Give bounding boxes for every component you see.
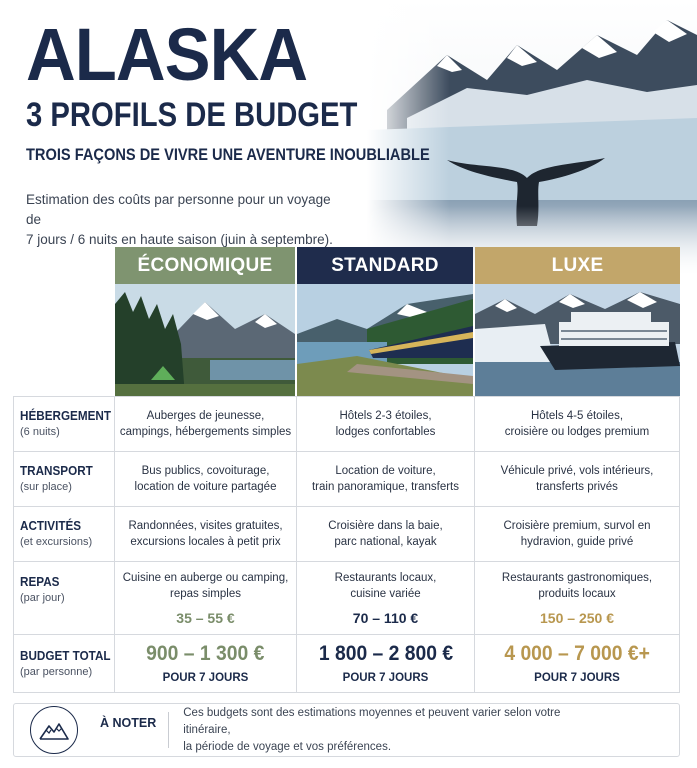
cell-standard — [297, 635, 475, 692]
row-label-sub: (6 nuits) — [20, 426, 60, 438]
meal-price-luxe: 150 – 250 € — [540, 610, 614, 626]
forest-lake-tent-image — [115, 284, 295, 396]
cell-line-2: parc national, kayak — [334, 536, 437, 548]
row-label-main: ACTIVITÉS — [20, 518, 82, 533]
row-label-main: REPAS — [20, 574, 60, 589]
cell-luxe — [475, 635, 680, 692]
table-row-hebergement — [13, 397, 680, 452]
budget-table — [13, 396, 680, 693]
cell-standard — [297, 397, 475, 451]
budget-duration: POUR 7 JOURS — [342, 671, 429, 684]
cell-line-1: Croisière premium, survol en — [503, 520, 651, 532]
cell-line-1: Restaurants gastronomiques, — [501, 572, 653, 584]
cell-line-1: Croisière dans la baie, — [328, 520, 443, 532]
cell-line-2: produits locaux — [538, 588, 616, 600]
cell-economique — [115, 562, 297, 634]
cell-luxe — [475, 507, 680, 561]
cell-line-1: Bus publics, covoiturage, — [141, 465, 270, 477]
cell-line-2: hydravion, guide privé — [520, 536, 634, 548]
intro-text — [26, 190, 346, 250]
row-label-sub: (par personne) — [20, 665, 93, 678]
page-tagline: TROIS FAÇONS DE VIVRE UNE AVENTURE INOUBLIABLE — [26, 145, 430, 164]
cruise-ship-glacier-image — [475, 284, 680, 396]
note-line-2: la période de voyage et vos préférences. — [183, 740, 392, 753]
mountains-icon — [30, 706, 78, 754]
table-row-repas — [13, 562, 680, 635]
panoramic-train-image — [297, 284, 473, 396]
cell-line-2: transferts privés — [536, 481, 618, 493]
cell-line-2: location de voiture partagée — [134, 481, 277, 493]
cell-line-1: Hôtels 4-5 étoiles, — [530, 410, 624, 422]
cell-line-1: Cuisine en auberge ou camping, — [122, 572, 289, 584]
tier-header-standard: STANDARD — [297, 247, 473, 284]
total-budget-luxe: 4 000 – 7 000 €+ — [504, 641, 650, 665]
cell-economique — [115, 507, 297, 561]
row-label-main: HÉBERGEMENT — [20, 408, 112, 423]
table-row-transport — [13, 452, 680, 507]
cell-luxe — [475, 452, 680, 506]
tier-header-economique: ÉCONOMIQUE — [115, 247, 295, 284]
row-label — [13, 562, 115, 634]
cell-luxe — [475, 562, 680, 634]
intro-line-1: Estimation des coûts par personne pour un voyage de — [26, 192, 331, 227]
cell-economique — [115, 452, 297, 506]
cell-line-1: Auberges de jeunesse, — [146, 410, 265, 422]
tier-header-luxe: LUXE — [475, 247, 680, 284]
row-label — [13, 452, 115, 506]
budget-duration: POUR 7 JOURS — [162, 671, 249, 684]
header — [26, 13, 446, 166]
cell-line-2: croisière ou lodges premium — [504, 426, 650, 438]
meal-price-standard: 70 – 110 € — [352, 610, 419, 626]
intro-line-2: 7 jours / 6 nuits en haute saison (juin à septembre). — [26, 232, 333, 247]
cell-standard — [297, 562, 475, 634]
row-label-main: TRANSPORT — [20, 463, 93, 478]
cell-line-2: campings, hébergements simples — [119, 426, 292, 438]
cell-line-2: lodges confortables — [335, 426, 436, 438]
cell-line-2: cuisine variée — [350, 588, 421, 600]
cell-line-1: Hôtels 2-3 étoiles, — [339, 410, 432, 422]
cell-line-2: excursions locales à petit prix — [130, 536, 281, 548]
cell-line-1: Location de voiture, — [335, 465, 436, 477]
row-label-sub: (sur place) — [20, 481, 72, 493]
cell-line-2: train panoramique, transferts — [311, 481, 460, 493]
row-label-sub: (et excursions) — [20, 536, 93, 548]
table-row-activites — [13, 507, 680, 562]
note-box — [13, 703, 680, 757]
cell-standard — [297, 507, 475, 561]
note-title: À NOTER — [100, 712, 169, 748]
row-label — [13, 507, 115, 561]
total-budget-standard: 1 800 – 2 800 € — [318, 641, 453, 665]
meal-price-economique: 35 – 55 € — [176, 610, 235, 626]
cell-line-1: Restaurants locaux, — [334, 572, 437, 584]
row-label — [13, 635, 115, 692]
cell-line-1: Randonnées, visites gratuites, — [128, 520, 283, 532]
page-subtitle: 3 PROFILS DE BUDGET — [26, 96, 358, 134]
row-label — [13, 397, 115, 451]
cell-standard — [297, 452, 475, 506]
note-text — [183, 705, 603, 756]
budget-duration: POUR 7 JOURS — [534, 671, 620, 684]
cell-luxe — [475, 397, 680, 451]
row-label-main: BUDGET TOTAL — [20, 647, 111, 663]
cell-line-2: repas simples — [170, 588, 241, 600]
cell-economique — [115, 397, 297, 451]
row-label-sub: (par jour) — [20, 592, 65, 604]
table-row-budget-total — [13, 635, 680, 693]
page-title: ALASKA — [26, 13, 308, 96]
total-budget-economique: 900 – 1 300 € — [146, 641, 265, 665]
cell-economique — [115, 635, 297, 692]
cell-line-1: Véhicule privé, vols intérieurs, — [500, 465, 654, 477]
note-line-1: Ces budgets sont des estimations moyennes et peuvent varier selon votre itinéraire, — [183, 706, 561, 736]
